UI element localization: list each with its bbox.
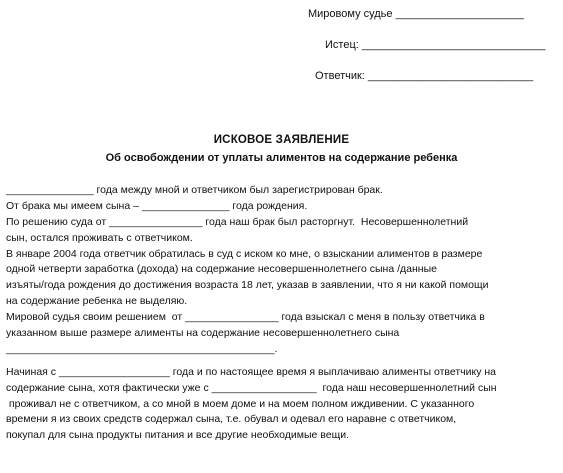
document-subtitle: Об освобождении от уплаты алиментов на содержание ребенка — [105, 152, 458, 164]
body-line: Начиная с ___________________ года и по настоящее время я выплачиваю алименты ответчику на — [6, 365, 496, 378]
judge-line: Мировому судье _____________________ — [308, 8, 525, 20]
plaintiff-line: Истец: ______________________________ — [325, 39, 546, 51]
body-line: В январе 2004 года ответчик обратилась в суд с иском ко мне, о взыскании алиментов в размере — [6, 247, 483, 260]
body-line: содержание сына, хотя фактически уже с __________________ года наш несовершеннолетний сын — [6, 381, 497, 394]
body-line: на содержание ребенка не выделяю. — [6, 295, 188, 308]
body-line: одной четверти заработка (дохода) на содержание несовершеннолетнего сына /данные — [6, 263, 437, 276]
body-line: указанном выше размере алименты на содержание несовершеннолетнего сына — [6, 327, 400, 340]
body-line: проживал не с ответчиком, а со мной в моем доме и на моем полном иждивении. С указанного — [6, 397, 475, 410]
body-line: По решению суда от ________________ года наш брак был расторгнут. Несовершеннолетний — [6, 215, 469, 228]
statement-body — [6, 183, 558, 444]
body-line: изъяты/года рождения до достижения возраста 18 лет, указав в заявлении, что я ни какой помощи — [6, 279, 489, 292]
document-title: ИСКОВОЕ ЗАЯВЛЕНИЕ — [213, 134, 350, 146]
defendant-line: Ответчик: ___________________________ — [315, 70, 534, 82]
body-line: Мировой судья своим решением от ________________ года взыскал с меня в пользу ответчика в — [6, 311, 485, 324]
body-line: покупал для сына продукты питания и все другие необходимые вещи. — [6, 429, 350, 442]
body-line: сын, остался проживать с ответчиком. — [6, 231, 193, 244]
paragraph-gap — [6, 358, 558, 365]
body-line: времени я из своих средств содержал сына, т.е. обувал и одевал его наравне с ответчиком, — [6, 413, 457, 426]
body-line: ______________________________________________. — [6, 342, 278, 355]
body-line: _______________ года между мной и ответчиком был зарегистрирован брак. — [6, 184, 383, 196]
body-line: От брака мы имеем сына – _______________ года рождения. — [6, 199, 308, 212]
